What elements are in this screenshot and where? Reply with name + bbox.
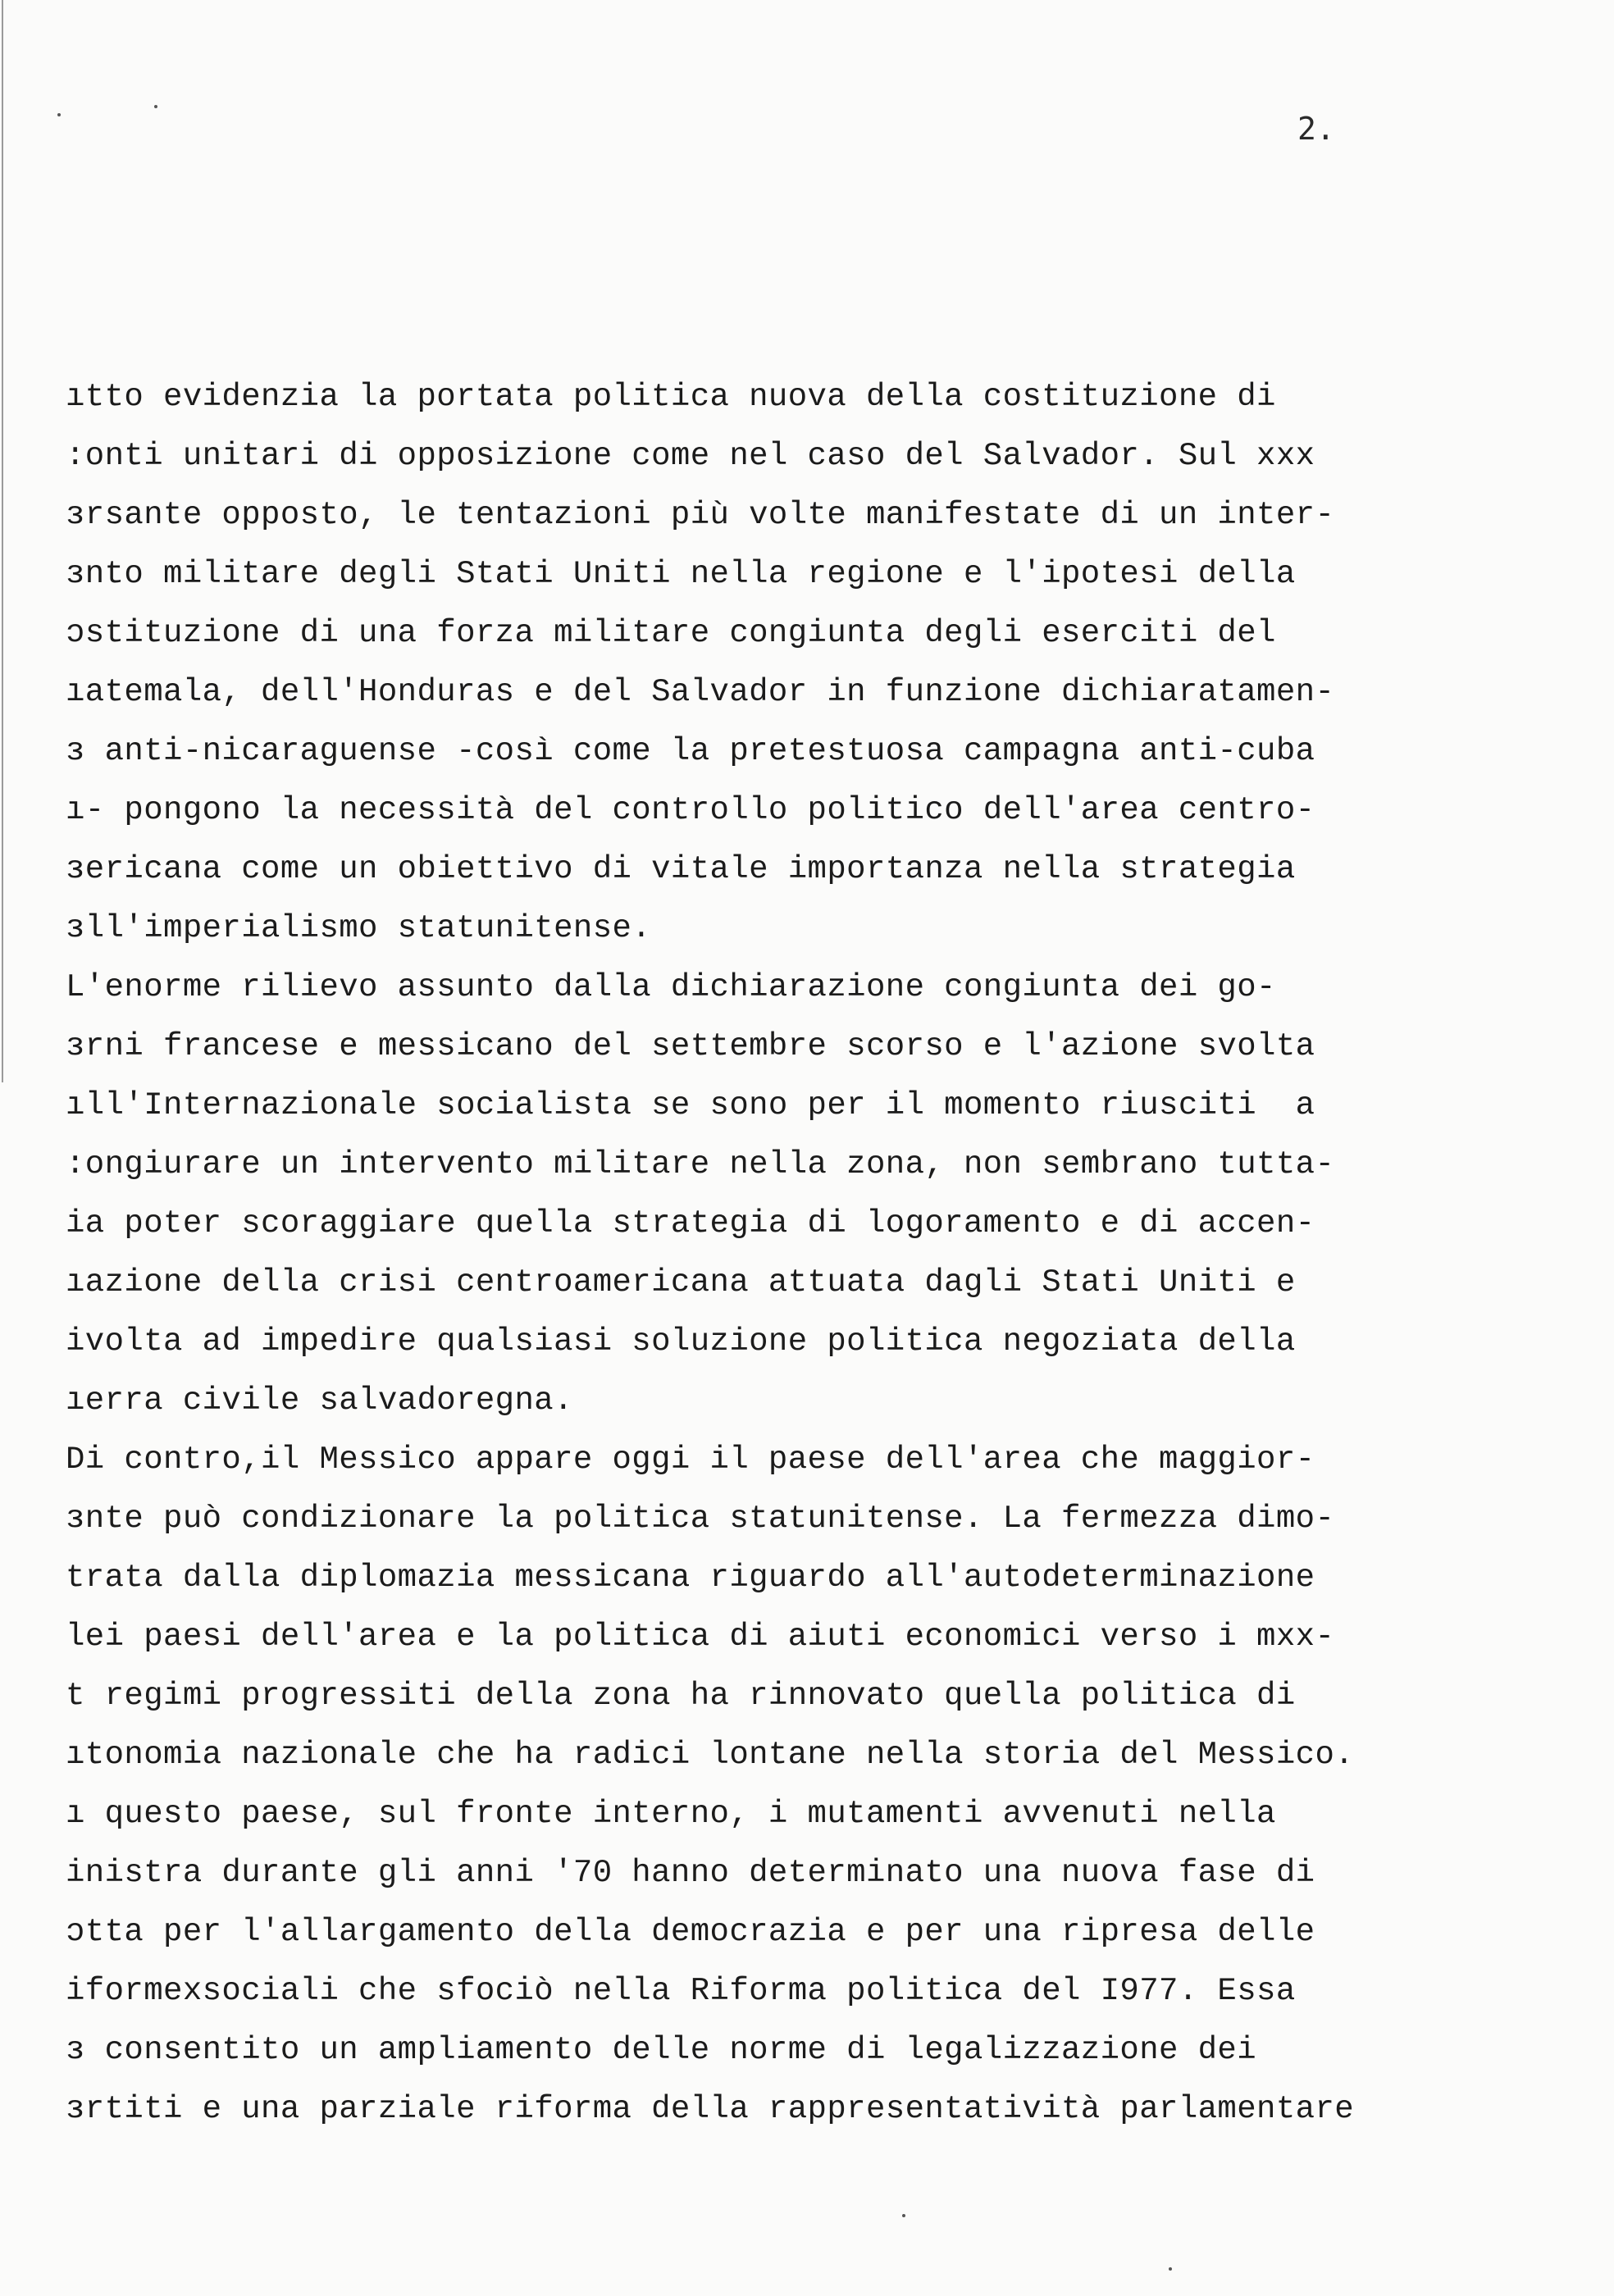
text-line: ɜ consentito un ampliamento delle norme di legalizzazione dei <box>66 2032 1257 2068</box>
text-line: iformexsociali che sfociò nella Riforma politica del I977. Essa <box>66 1973 1296 2009</box>
text-line: Di contro,il Messico appare oggi il paese dell'area che maggior- <box>66 1442 1315 1478</box>
text-line: ıerra civile salvadoregna. <box>66 1383 573 1419</box>
text-line: lei paesi dell'area e la politica di aiuti economici verso i mxx- <box>66 1619 1335 1655</box>
text-line: ɜrsante opposto, le tentazioni più volte manifestate di un inter- <box>66 497 1335 533</box>
text-line: :onti unitari di opposizione come nel caso del Salvador. Sul xxx <box>66 438 1315 474</box>
text-line: ɔtta per l'allargamento della democrazia e per una ripresa delle <box>66 1914 1315 1950</box>
page-number: 2. <box>1297 111 1335 147</box>
text-line: ıtonomia nazionale che ha radici lontane nella storia del Messico. <box>66 1737 1355 1773</box>
text-line: ɜnto militare degli Stati Uniti nella regione e l'ipotesi della <box>66 556 1296 592</box>
text-line: ivolta ad impedire qualsiasi soluzione politica negoziata della <box>66 1323 1296 1360</box>
text-line: ia poter scoraggiare quella strategia di logoramento e di accen- <box>66 1205 1315 1241</box>
text-line: ɜrni francese e messicano del settembre scorso e l'azione svolta <box>66 1028 1315 1064</box>
scan-speck <box>902 2214 905 2217</box>
text-line: ɜericana come un obiettivo di vitale importanza nella strategia <box>66 851 1296 887</box>
scan-speck <box>57 113 61 116</box>
text-line: ɔstituzione di una forza militare congiunta degli eserciti del <box>66 615 1276 651</box>
scan-speck <box>1169 2267 1172 2271</box>
text-line: :ongiurare un intervento militare nella zona, non sembrano tutta- <box>66 1146 1335 1182</box>
text-line: ɜ anti-nicaraguense -così come la pretestuosa campagna anti-cuba <box>66 733 1315 769</box>
text-line: t regimi progressiti della zona ha rinnovato quella politica di <box>66 1678 1296 1714</box>
text-line: ı questo paese, sul fronte interno, i mutamenti avvenuti nella <box>66 1796 1276 1832</box>
typewritten-body <box>66 367 1591 2139</box>
text-line: ı- pongono la necessità del controllo politico dell'area centro- <box>66 792 1315 828</box>
text-line: ıtto evidenzia la portata politica nuova della costituzione di <box>66 379 1276 415</box>
text-line: ɜll'imperialismo statunitense. <box>66 910 652 946</box>
text-line: ıazione della crisi centroamericana attuata dagli Stati Uniti e <box>66 1264 1296 1301</box>
text-line: ɜnte può condizionare la politica statunitense. La fermezza dimo- <box>66 1501 1335 1537</box>
text-line: ıll'Internazionale socialista se sono per il momento riusciti a <box>66 1087 1315 1123</box>
scan-speck <box>154 105 157 108</box>
text-line: L'enorme rilievo assunto dalla dichiarazione congiunta dei go- <box>66 969 1276 1005</box>
text-line: inistra durante gli anni '70 hanno determinato una nuova fase di <box>66 1855 1315 1891</box>
text-line: trata dalla diplomazia messicana riguardo all'autodeterminazione <box>66 1560 1315 1596</box>
page-edge-rule <box>2 0 3 1082</box>
text-line: ıatemala, dell'Honduras e del Salvador in funzione dichiaratamen- <box>66 674 1335 710</box>
text-line: ɜrtiti e una parziale riforma della rappresentatività parlamentare <box>66 2091 1355 2127</box>
